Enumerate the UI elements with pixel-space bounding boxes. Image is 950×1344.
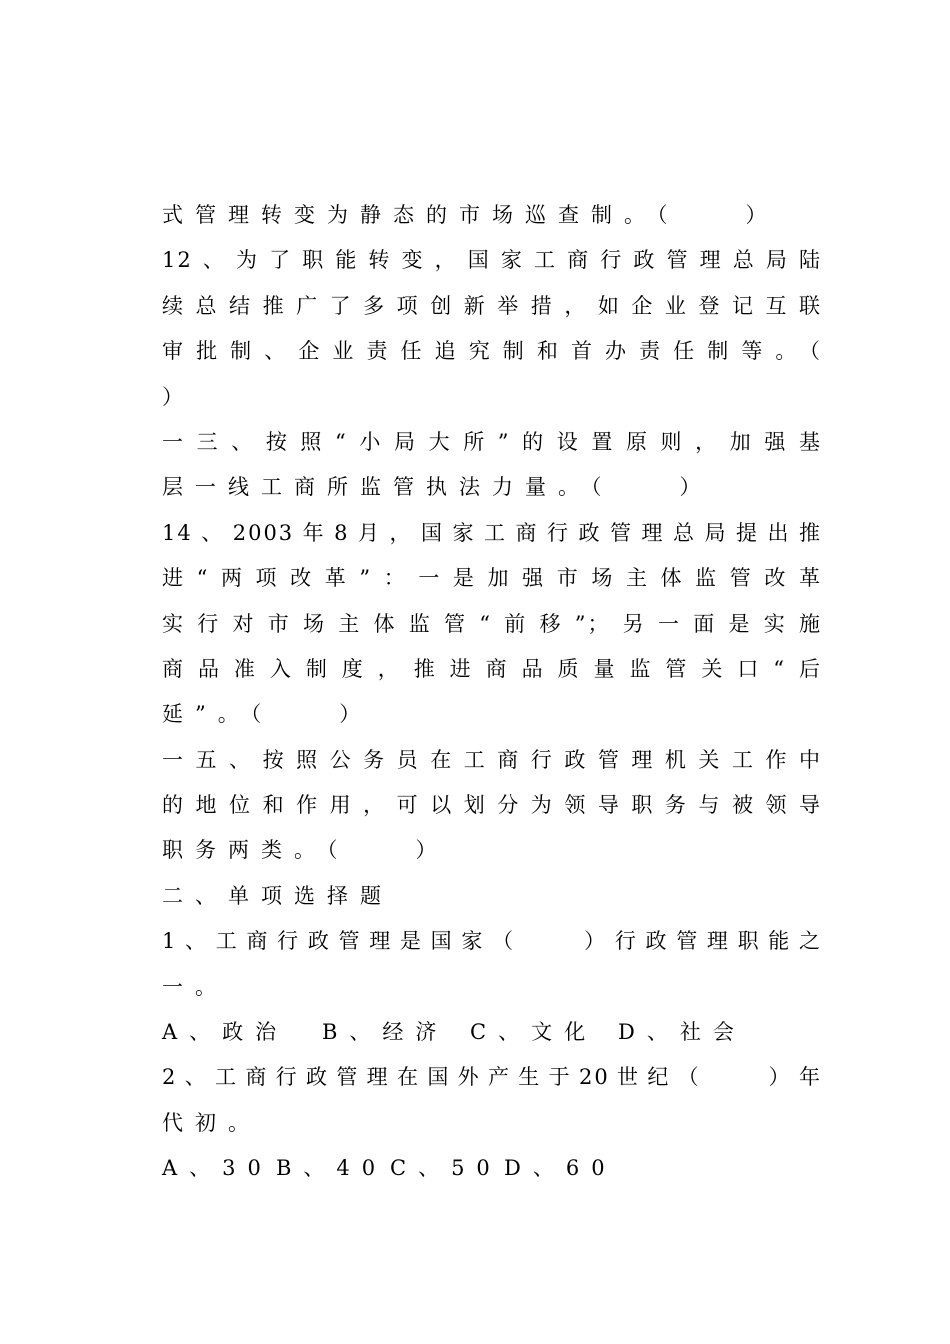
- text-line-11: 商品准入制度，推进商品质量监管关口“后: [162, 656, 822, 681]
- q2-option-c: C、50: [390, 1156, 502, 1181]
- q1-option-b: B、经济: [322, 1020, 449, 1045]
- q2-option-a: A、30: [162, 1156, 273, 1181]
- question-1-line-2: 一。: [162, 974, 228, 999]
- text-line-14: 的地位和作用，可以划分为领导职务与被领导: [162, 793, 822, 818]
- text-line-1: 式管理转变为静态的市场巡查制。（ ）: [162, 203, 779, 227]
- text-line-5: ）: [162, 384, 195, 409]
- q2-option-d: D、60: [504, 1156, 617, 1181]
- question-2-options: [162, 1148, 822, 1193]
- q1-option-a: A、政治: [162, 1020, 289, 1045]
- text-line-15: 职务两类。（ ）: [162, 838, 449, 863]
- text-line-10: 实行对市场主体监管“前移”；另一面是实施: [162, 611, 822, 636]
- text-line-6: 一三、按照“小局大所”的设置原则，加强基: [162, 429, 822, 454]
- document-page: [162, 195, 822, 1194]
- text-line-4: 审批制、企业责任追究制和首办责任制等。（: [162, 339, 822, 364]
- text-line-12: 延”。（ ）: [162, 702, 373, 727]
- question-1-options: [162, 1012, 822, 1057]
- text-line-8: 14、2003年8月，国家工商行政管理总局提出推: [162, 520, 822, 545]
- question-2-line-1: 2、工商行政管理在国外产生于20世纪（ ）年: [162, 1065, 822, 1090]
- q1-option-c: C、文化: [470, 1020, 598, 1045]
- question-1-line-1: 1、工商行政管理是国家（ ）行政管理职能之: [162, 929, 822, 954]
- text-line-9: 进“两项改革”：一是加强市场主体监管改革: [162, 566, 822, 591]
- section-heading: 二、单项选择题: [162, 883, 393, 908]
- text-line-7: 层一线工商所监管执法力量。（ ）: [162, 475, 713, 500]
- text-line-2: 12、为了职能转变，国家工商行政管理总局陆: [162, 248, 822, 273]
- q1-option-d: D、社会: [618, 1020, 746, 1045]
- question-2-line-2: 代初。: [162, 1110, 261, 1135]
- q2-option-b: B、40: [276, 1156, 388, 1181]
- text-line-3: 续总结推广了多项创新举措，如企业登记互联: [162, 293, 822, 318]
- text-line-13: 一五、按照公务员在工商行政管理机关工作中: [162, 747, 822, 772]
